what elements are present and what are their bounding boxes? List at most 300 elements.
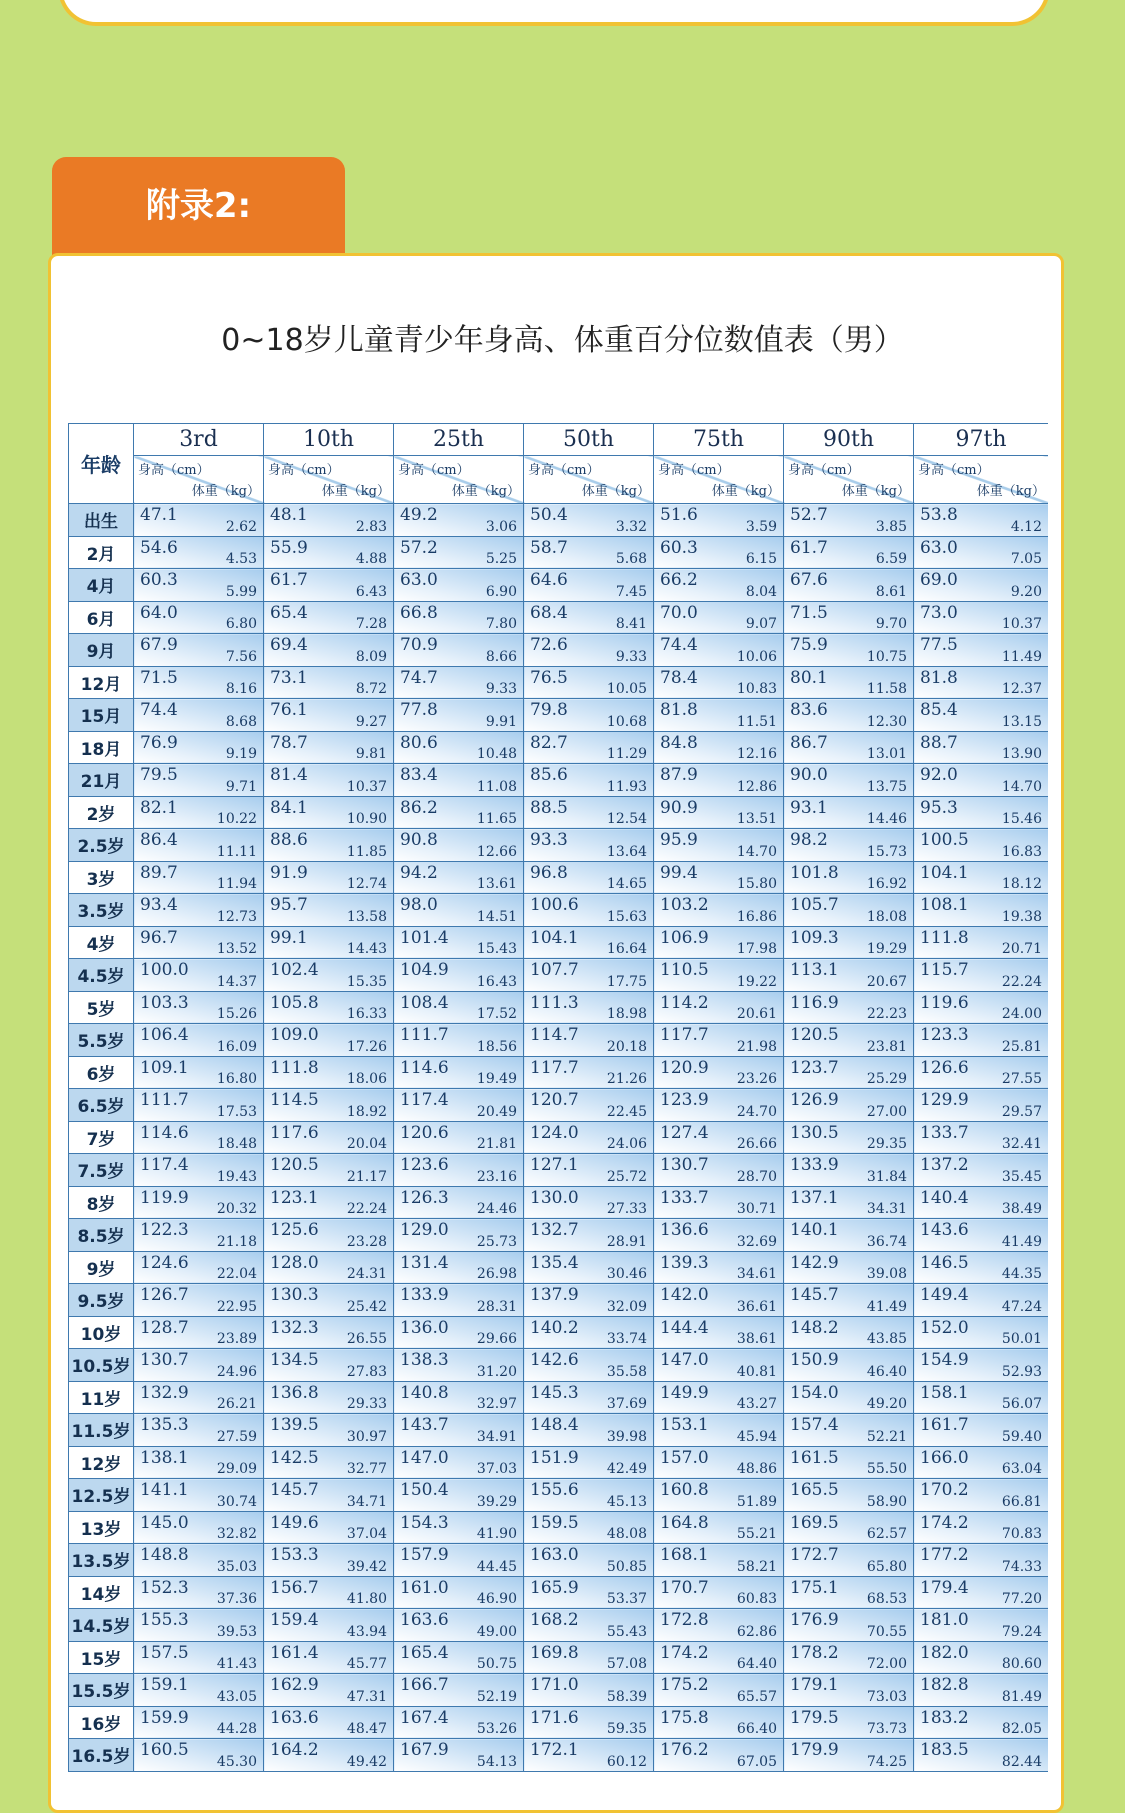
weight-label: 体重（kg）	[321, 484, 390, 499]
weight-value: 7.28	[355, 616, 387, 632]
weight-label: 体重（kg）	[191, 484, 260, 499]
page-title: 0~18岁儿童青少年身高、体重百分位数值表（男）	[221, 323, 904, 358]
weight-value: 46.90	[476, 1591, 517, 1607]
height-value: 114.6	[140, 1122, 189, 1143]
value-cell	[134, 764, 264, 797]
table-row	[69, 634, 1049, 667]
value-cell	[914, 536, 1049, 569]
value-cell	[524, 1089, 654, 1122]
table-row	[69, 504, 1049, 537]
age-cell: 14.5岁	[69, 1609, 134, 1642]
table-row	[69, 1284, 1049, 1317]
weight-value: 59.40	[1001, 1428, 1042, 1445]
weight-value: 25.72	[606, 1168, 647, 1185]
weight-value: 60.12	[606, 1753, 647, 1770]
height-value: 126.3	[400, 1187, 449, 1208]
value-cell	[784, 1576, 914, 1609]
age-cell: 6岁	[69, 1056, 134, 1089]
weight-value: 13.75	[866, 778, 907, 795]
height-value: 68.4	[530, 602, 568, 623]
weight-value: 55.21	[736, 1526, 777, 1542]
value-cell	[264, 666, 394, 699]
appendix-tab-label: 附录2:	[145, 185, 252, 226]
weight-value: 44.35	[1001, 1266, 1042, 1282]
table-row	[69, 861, 1049, 894]
value-cell	[264, 1609, 394, 1642]
height-value: 127.1	[530, 1155, 579, 1175]
value-cell	[134, 1446, 264, 1479]
table-row	[69, 666, 1049, 699]
weight-label: 体重（kg）	[976, 484, 1045, 499]
value-cell	[784, 1121, 914, 1154]
height-value: 133.7	[920, 1122, 969, 1143]
value-cell	[914, 1511, 1049, 1544]
value-cell	[394, 1739, 524, 1772]
weight-value: 10.06	[736, 648, 777, 665]
height-value: 58.7	[530, 537, 568, 558]
height-value: 114.6	[400, 1057, 449, 1078]
weight-value: 8.09	[355, 648, 387, 665]
height-value: 100.6	[530, 895, 579, 915]
weight-value: 62.86	[736, 1623, 777, 1640]
value-cell	[264, 731, 394, 764]
weight-value: 58.90	[866, 1493, 907, 1510]
height-label: 身高（cm）	[788, 463, 860, 478]
weight-value: 21.26	[606, 1071, 647, 1087]
height-value: 84.1	[270, 797, 308, 818]
height-value: 77.5	[920, 635, 958, 655]
height-value: 138.1	[140, 1447, 189, 1468]
percentile-header: 75th	[654, 424, 784, 456]
value-cell	[394, 894, 524, 927]
value-cell	[134, 1479, 264, 1512]
height-value: 142.6	[530, 1350, 579, 1370]
value-cell	[654, 1544, 784, 1577]
value-cell	[524, 1544, 654, 1577]
weight-value: 8.66	[485, 648, 517, 665]
weight-value: 17.75	[606, 973, 647, 990]
height-value: 86.2	[400, 797, 438, 818]
height-value: 137.2	[920, 1155, 969, 1175]
value-cell	[134, 1706, 264, 1739]
value-cell	[914, 1284, 1049, 1317]
weight-value: 9.81	[355, 746, 387, 762]
height-value: 133.7	[660, 1187, 709, 1208]
height-value: 73.1	[270, 667, 308, 688]
height-value: 90.8	[400, 830, 438, 850]
table-row	[69, 796, 1049, 829]
weight-label: 体重（kg）	[451, 484, 520, 499]
height-value: 50.4	[530, 505, 568, 525]
weight-value: 8.61	[875, 583, 907, 600]
weight-value: 14.37	[216, 973, 257, 990]
height-value: 142.5	[270, 1447, 319, 1468]
weight-value: 22.24	[1001, 973, 1042, 990]
value-cell	[264, 764, 394, 797]
table-row	[69, 926, 1049, 959]
value-cell	[654, 1219, 784, 1252]
value-cell	[134, 569, 264, 602]
weight-value: 11.93	[606, 778, 647, 795]
weight-value: 20.32	[216, 1201, 257, 1217]
value-cell	[784, 861, 914, 894]
weight-value: 13.90	[1001, 746, 1042, 762]
value-cell	[264, 1674, 394, 1707]
weight-value: 14.65	[606, 876, 647, 892]
height-value: 149.4	[920, 1285, 969, 1305]
value-cell	[394, 1349, 524, 1382]
weight-value: 49.20	[866, 1396, 907, 1412]
value-cell	[654, 1024, 784, 1057]
value-cell	[784, 1381, 914, 1414]
height-value: 171.0	[530, 1675, 579, 1695]
value-cell	[264, 796, 394, 829]
weight-value: 9.07	[745, 616, 777, 632]
value-cell	[394, 731, 524, 764]
value-cell	[394, 504, 524, 537]
height-value: 123.3	[920, 1025, 969, 1045]
weight-value: 64.40	[736, 1656, 777, 1672]
value-cell	[524, 829, 654, 862]
height-value: 145.7	[270, 1480, 319, 1500]
value-cell	[134, 1121, 264, 1154]
weight-value: 50.75	[476, 1656, 517, 1672]
value-cell	[784, 1349, 914, 1382]
weight-value: 41.43	[216, 1656, 257, 1672]
height-value: 92.0	[920, 765, 958, 785]
height-value: 60.3	[140, 570, 178, 590]
value-cell	[524, 1284, 654, 1317]
value-cell	[914, 1024, 1049, 1057]
weight-value: 19.29	[866, 941, 907, 957]
value-cell	[134, 601, 264, 634]
table-row	[69, 1479, 1049, 1512]
value-cell	[264, 1154, 394, 1187]
age-cell: 9岁	[69, 1251, 134, 1284]
age-cell: 14岁	[69, 1576, 134, 1609]
height-value: 76.1	[270, 700, 308, 720]
value-cell	[394, 536, 524, 569]
value-cell	[264, 1251, 394, 1284]
height-value: 109.0	[270, 1025, 319, 1045]
weight-value: 9.33	[615, 648, 647, 665]
weight-value: 72.00	[866, 1656, 907, 1672]
value-cell	[654, 926, 784, 959]
value-cell	[524, 991, 654, 1024]
height-value: 137.1	[790, 1187, 839, 1208]
height-value: 125.6	[270, 1220, 319, 1240]
value-cell	[524, 666, 654, 699]
value-cell	[394, 1511, 524, 1544]
height-value: 49.2	[400, 505, 438, 525]
age-cell: 18月	[69, 731, 134, 764]
age-cell: 2.5岁	[69, 829, 134, 862]
height-value: 83.6	[790, 700, 828, 720]
value-cell	[394, 1706, 524, 1739]
height-value: 64.0	[140, 602, 178, 623]
age-cell: 21月	[69, 764, 134, 797]
weight-value: 26.55	[346, 1331, 387, 1347]
age-cell: 6.5岁	[69, 1089, 134, 1122]
value-cell	[654, 569, 784, 602]
weight-value: 81.49	[1001, 1688, 1042, 1705]
weight-value: 11.08	[476, 778, 517, 795]
height-value: 113.1	[790, 960, 839, 980]
weight-value: 37.04	[346, 1526, 387, 1542]
weight-value: 11.85	[346, 843, 387, 860]
value-cell	[784, 1674, 914, 1707]
height-value: 170.2	[920, 1480, 969, 1500]
value-cell	[264, 894, 394, 927]
weight-value: 19.49	[476, 1071, 517, 1087]
weight-value: 35.03	[216, 1558, 257, 1575]
weight-value: 15.46	[1001, 811, 1042, 827]
weight-value: 13.01	[866, 746, 907, 762]
weight-value: 12.37	[1001, 681, 1042, 697]
weight-label: 体重（kg）	[581, 484, 650, 499]
height-value: 105.7	[790, 895, 839, 915]
weight-value: 29.57	[1001, 1103, 1042, 1120]
height-value: 103.3	[140, 992, 189, 1013]
weight-value: 11.94	[216, 876, 257, 892]
age-cell: 4岁	[69, 926, 134, 959]
value-cell	[654, 1446, 784, 1479]
height-value: 159.1	[140, 1675, 189, 1695]
weight-value: 74.25	[866, 1753, 907, 1770]
height-value: 169.5	[790, 1512, 839, 1533]
height-value: 98.2	[790, 830, 828, 850]
age-cell: 4.5岁	[69, 959, 134, 992]
height-value: 95.9	[660, 830, 698, 850]
height-value: 126.6	[920, 1057, 969, 1078]
value-cell	[524, 764, 654, 797]
height-label: 身高（cm）	[138, 463, 210, 478]
weight-value: 3.06	[485, 518, 517, 535]
value-cell	[784, 1316, 914, 1349]
table-row	[69, 1641, 1049, 1674]
weight-value: 55.43	[606, 1623, 647, 1640]
height-value: 108.1	[920, 895, 969, 915]
value-cell	[914, 1381, 1049, 1414]
weight-value: 16.80	[216, 1071, 257, 1087]
weight-value: 47.31	[346, 1688, 387, 1705]
weight-value: 43.85	[866, 1331, 907, 1347]
weight-value: 24.06	[606, 1136, 647, 1152]
weight-value: 57.08	[606, 1656, 647, 1672]
value-cell	[394, 569, 524, 602]
weight-value: 60.83	[736, 1591, 777, 1607]
weight-value: 31.84	[866, 1168, 907, 1185]
weight-value: 6.43	[355, 583, 387, 600]
height-value: 104.1	[920, 862, 969, 883]
height-label: 身高（cm）	[918, 463, 990, 478]
weight-value: 24.96	[216, 1363, 257, 1380]
weight-value: 28.31	[476, 1298, 517, 1315]
value-cell	[394, 829, 524, 862]
weight-value: 35.45	[1001, 1168, 1042, 1185]
height-value: 108.4	[400, 992, 449, 1013]
height-value: 166.7	[400, 1675, 449, 1695]
height-value: 63.0	[920, 537, 958, 558]
height-value: 164.2	[270, 1740, 319, 1760]
weight-value: 15.73	[866, 843, 907, 860]
value-cell	[784, 959, 914, 992]
height-value: 103.2	[660, 895, 709, 915]
percentile-table-wrap	[68, 423, 1048, 1783]
value-cell	[264, 1349, 394, 1382]
height-value: 78.7	[270, 732, 308, 753]
value-cell	[134, 1284, 264, 1317]
weight-value: 10.90	[346, 811, 387, 827]
height-value: 124.0	[530, 1122, 579, 1143]
value-cell	[524, 1739, 654, 1772]
value-cell	[914, 764, 1049, 797]
age-cell: 15月	[69, 699, 134, 732]
height-value: 102.4	[270, 960, 319, 980]
value-cell	[264, 634, 394, 667]
weight-value: 58.21	[736, 1558, 777, 1575]
value-cell	[134, 731, 264, 764]
value-cell	[654, 894, 784, 927]
height-value: 134.5	[270, 1350, 319, 1370]
value-cell	[394, 1251, 524, 1284]
weight-value: 68.53	[866, 1591, 907, 1607]
height-value: 114.7	[530, 1025, 579, 1045]
weight-value: 7.56	[225, 648, 257, 665]
height-value: 85.4	[920, 700, 958, 720]
value-cell	[654, 1706, 784, 1739]
weight-value: 22.45	[606, 1103, 647, 1120]
height-value: 90.9	[660, 797, 698, 818]
weight-value: 70.55	[866, 1623, 907, 1640]
value-cell	[914, 1479, 1049, 1512]
weight-value: 9.19	[225, 746, 257, 762]
weight-value: 77.20	[1001, 1591, 1042, 1607]
value-cell	[264, 1479, 394, 1512]
height-value: 87.9	[660, 765, 698, 785]
value-cell	[134, 1219, 264, 1252]
value-cell	[784, 1056, 914, 1089]
height-value: 83.4	[400, 765, 438, 785]
weight-value: 17.53	[216, 1103, 257, 1120]
height-value: 149.9	[660, 1382, 709, 1403]
height-value: 123.7	[790, 1057, 839, 1078]
age-cell: 6月	[69, 601, 134, 634]
height-value: 93.3	[530, 830, 568, 850]
height-value: 145.0	[140, 1512, 189, 1533]
value-cell	[784, 894, 914, 927]
height-value: 114.2	[660, 992, 709, 1013]
weight-value: 52.21	[866, 1428, 907, 1445]
weight-value: 6.59	[875, 551, 907, 567]
weight-value: 29.66	[476, 1331, 517, 1347]
value-cell	[914, 926, 1049, 959]
weight-label: 体重（kg）	[841, 484, 910, 499]
weight-value: 23.26	[736, 1071, 777, 1087]
height-value: 95.7	[270, 895, 308, 915]
value-cell	[524, 894, 654, 927]
value-cell	[654, 1739, 784, 1772]
height-value: 132.3	[270, 1317, 319, 1338]
value-cell	[264, 959, 394, 992]
weight-value: 24.31	[346, 1266, 387, 1282]
height-value: 82.7	[530, 732, 568, 753]
weight-value: 14.51	[476, 908, 517, 925]
weight-value: 35.58	[606, 1363, 647, 1380]
value-cell	[654, 634, 784, 667]
weight-value: 15.26	[216, 1006, 257, 1022]
height-value: 110.5	[660, 960, 709, 980]
value-cell	[394, 1479, 524, 1512]
height-value: 111.7	[140, 1090, 189, 1110]
height-value: 77.8	[400, 700, 438, 720]
value-cell	[134, 1609, 264, 1642]
height-value: 158.1	[920, 1382, 969, 1403]
value-cell	[524, 926, 654, 959]
age-column-header: 年龄	[69, 424, 134, 504]
height-label: 身高（cm）	[268, 463, 340, 478]
value-cell	[654, 829, 784, 862]
value-cell	[394, 991, 524, 1024]
height-value: 152.0	[920, 1317, 969, 1338]
height-value: 79.5	[140, 765, 178, 785]
value-cell	[914, 991, 1049, 1024]
weight-value: 29.09	[216, 1461, 257, 1477]
value-cell	[264, 1219, 394, 1252]
weight-value: 45.77	[346, 1656, 387, 1672]
weight-value: 70.83	[1001, 1526, 1042, 1542]
height-value: 157.0	[660, 1447, 709, 1468]
height-value: 120.7	[530, 1090, 579, 1110]
height-value: 101.4	[400, 927, 449, 948]
height-value: 132.9	[140, 1382, 189, 1403]
weight-value: 12.73	[216, 908, 257, 925]
height-value: 81.8	[660, 700, 698, 720]
height-value: 111.8	[270, 1057, 319, 1078]
value-cell	[264, 601, 394, 634]
age-cell: 15.5岁	[69, 1674, 134, 1707]
value-cell	[784, 991, 914, 1024]
age-cell: 出生	[69, 504, 134, 537]
height-weight-subheader	[524, 456, 654, 504]
table-body	[69, 504, 1049, 1772]
height-value: 154.3	[400, 1512, 449, 1533]
value-cell	[914, 1316, 1049, 1349]
weight-value: 20.04	[346, 1136, 387, 1152]
value-cell	[524, 569, 654, 602]
weight-value: 20.49	[476, 1103, 517, 1120]
height-value: 159.9	[140, 1707, 189, 1728]
value-cell	[524, 1609, 654, 1642]
height-value: 130.0	[530, 1187, 579, 1208]
weight-value: 16.64	[606, 941, 647, 957]
weight-value: 13.51	[736, 811, 777, 827]
value-cell	[134, 1414, 264, 1447]
height-weight-subheader	[134, 456, 264, 504]
value-cell	[914, 1446, 1049, 1479]
age-cell: 13.5岁	[69, 1544, 134, 1577]
height-value: 178.2	[790, 1642, 839, 1663]
value-cell	[264, 699, 394, 732]
value-cell	[654, 1674, 784, 1707]
weight-value: 54.13	[476, 1753, 517, 1770]
weight-value: 37.36	[216, 1591, 257, 1607]
value-cell	[394, 699, 524, 732]
table-row	[69, 1706, 1049, 1739]
height-value: 136.6	[660, 1220, 709, 1240]
weight-value: 50.85	[606, 1558, 647, 1575]
weight-value: 8.72	[355, 681, 387, 697]
